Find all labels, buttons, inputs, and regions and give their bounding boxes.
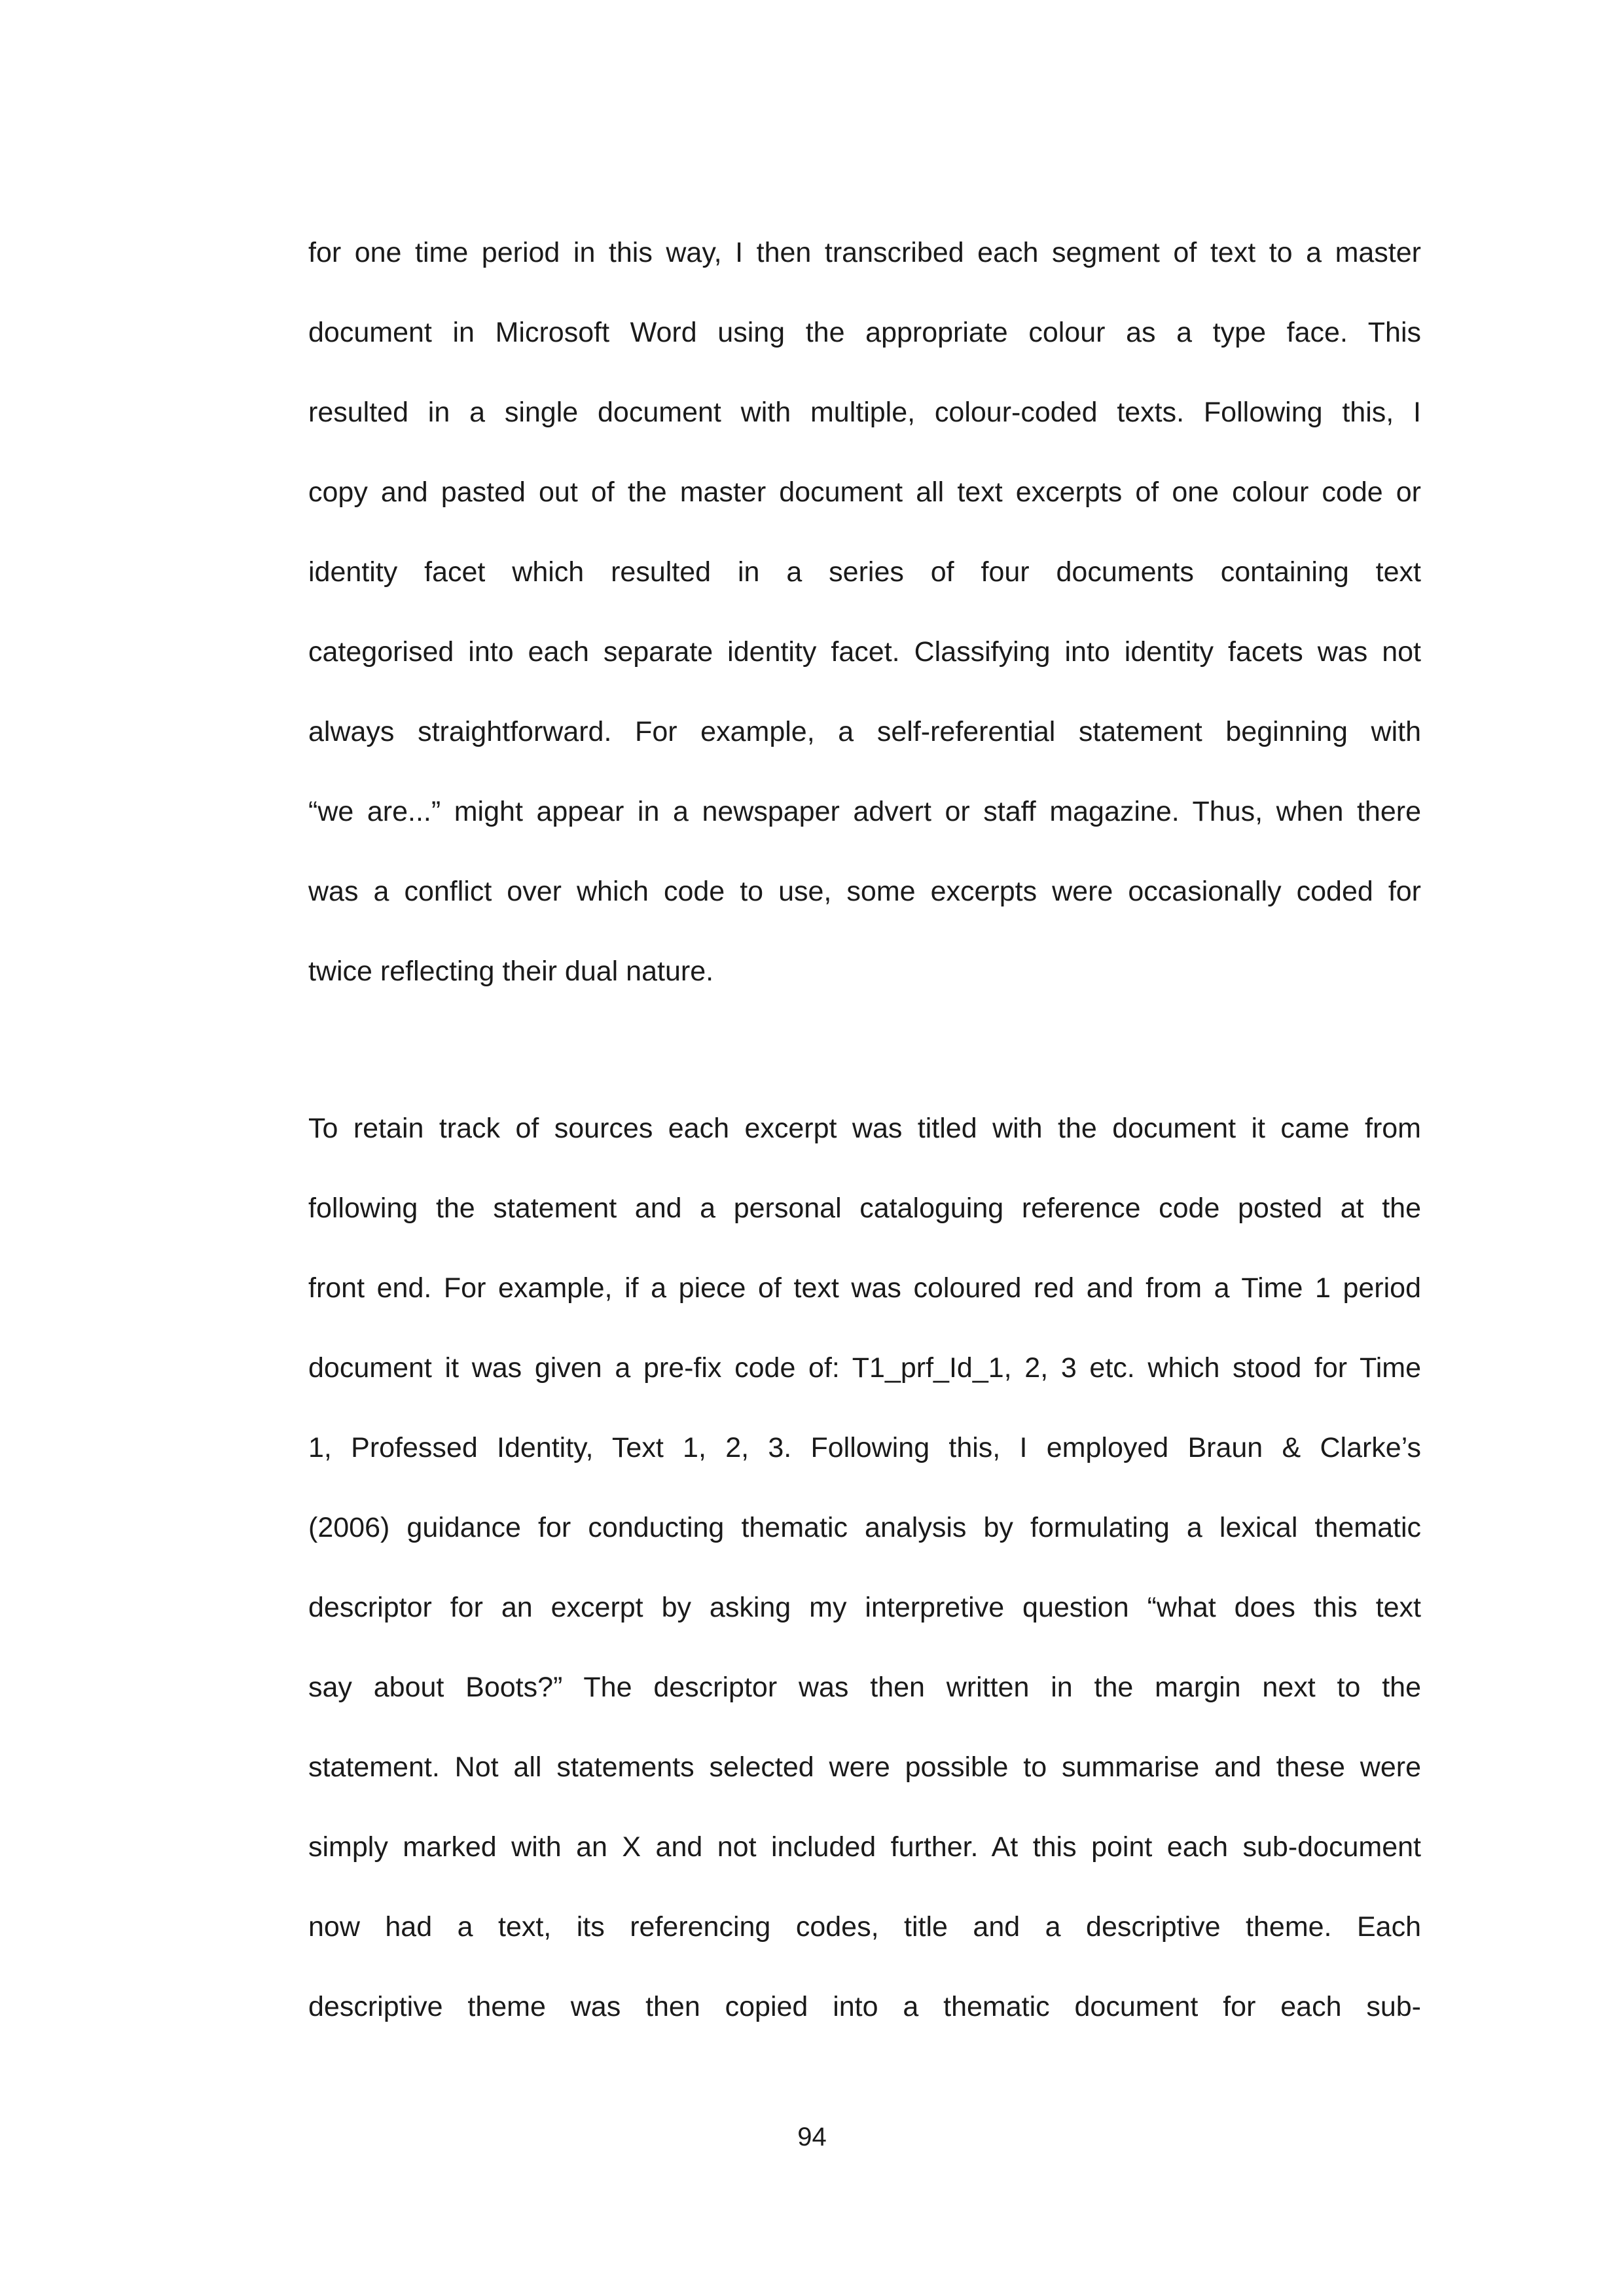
paragraph-line: following the statement and a personal cataloguing reference code posted at the — [308, 1193, 1421, 1224]
paragraph-line: statement. Not all statements selected were possible to summarise and these were — [308, 1751, 1421, 1783]
paragraph-1 — [308, 213, 1421, 1011]
paragraph-line: To retain track of sources each excerpt was titled with the document it came from — [308, 1113, 1421, 1144]
paragraph-line: document it was given a pre-fix code of: T1_prf_Id_1, 2, 3 etc. which stood for Time — [308, 1352, 1421, 1384]
paragraph-line: front end. For example, if a piece of text was coloured red and from a Time 1 period — [308, 1272, 1421, 1304]
paragraph-line: (2006) guidance for conducting thematic analysis by formulating a lexical thematic — [308, 1512, 1421, 1543]
page-number: 94 — [797, 2123, 827, 2151]
paragraph-line: was a conflict over which code to use, some excerpts were occasionally coded for — [308, 876, 1421, 907]
paragraph-line: say about Boots?” The descriptor was then written in the margin next to the — [308, 1672, 1421, 1703]
paragraph-line: “we are...” might appear in a newspaper advert or staff magazine. Thus, when there — [308, 796, 1421, 827]
paragraph-line: now had a text, its referencing codes, title and a descriptive theme. Each — [308, 1911, 1421, 1943]
paragraph-line: always straightforward. For example, a self-referential statement beginning with — [308, 716, 1421, 747]
paragraph-line: copy and pasted out of the master document all text excerpts of one colour code or — [308, 476, 1421, 508]
paragraph-line: identity facet which resulted in a series of four documents containing text — [308, 556, 1421, 588]
paragraph-line: for one time period in this way, I then transcribed each segment of text to a master — [308, 237, 1421, 268]
paragraph-line: descriptive theme was then copied into a thematic document for each sub- — [308, 1991, 1421, 2022]
paragraph-line: resulted in a single document with multiple, colour-coded texts. Following this, I — [308, 397, 1421, 428]
paragraph-line: descriptor for an excerpt by asking my interpretive question “what does this text — [308, 1592, 1421, 1623]
paragraph-line: simply marked with an X and not included further. At this point each sub-document — [308, 1831, 1421, 1863]
paragraph-2 — [308, 1088, 1421, 2047]
paragraph-line: twice reflecting their dual nature. — [308, 956, 714, 987]
paragraph-line: 1, Professed Identity, Text 1, 2, 3. Following this, I employed Braun & Clarke’s — [308, 1432, 1421, 1463]
paragraph-line: categorised into each separate identity facet. Classifying into identity facets was not — [308, 636, 1421, 668]
paragraph-line: document in Microsoft Word using the appropriate colour as a type face. This — [308, 317, 1421, 348]
